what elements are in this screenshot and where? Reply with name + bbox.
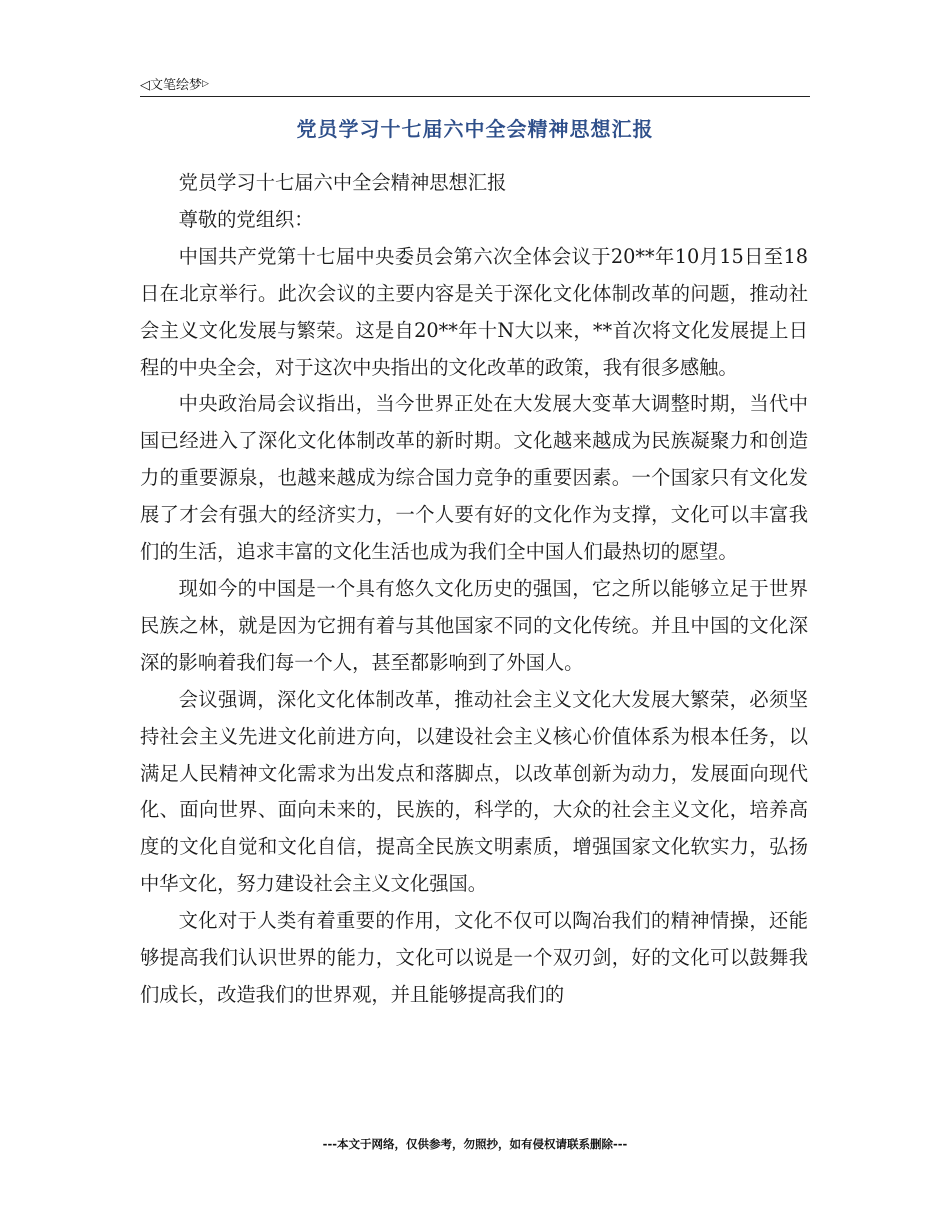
right-triangle-icon: ▷: [202, 79, 209, 89]
brand-name: 文笔绘梦: [150, 78, 203, 93]
paragraph: 会议强调，深化文化体制改革，推动社会主义文化大发展大繁荣，必须坚持社会主义先进文化前进方向，以建设社会主义核心价值体系为根本任务，以满足人民精神文化需求为出发点和落脚点，以改革创新为动力，发展面向现代化、面向世界、面向未来的，民族的，科学的，大众的社会主义文化，培养高度的文化自觉和文化自信，提高全民族文明素质，增强国家文化软实力，弘扬中华文化，努力建设社会主义文化强国。: [140, 687, 808, 896]
paragraph: 现如今的中国是一个具有悠久文化历史的强国，它之所以能够立足于世界民族之林，就是因为它拥有着与其他国家不同的文化传统。并且中国的文化深深的影响着我们每一个人，甚至都影响到了外国人。: [140, 576, 808, 674]
paragraph-subtitle: 党员学习十七届六中全会精神思想汇报: [178, 171, 507, 194]
left-triangle-icon: ◁: [140, 78, 150, 93]
paragraph: 中央政治局会议指出，当今世界正处在大发展大变革大调整时期，当代中国已经进入了深化文化体制改革的新时期。文化越来越成为民族凝聚力和创造力的重要源泉，也越来越成为综合国力竞争的重要因素。一个国家只有文化发展了才会有强大的经济实力，一个人要有好的文化作为支撑，文化可以丰富我们的生活，追求丰富的文化生活也成为我们全中国人们最热切的愿望。: [140, 392, 808, 564]
document-title: 党员学习十七届六中全会精神思想汇报: [296, 117, 654, 141]
brand-logo: [140, 74, 209, 93]
paragraph-salutation: 尊敬的党组织：: [178, 207, 314, 231]
document-body: [140, 165, 808, 1014]
paragraph: 文化对于人类有着重要的作用，文化不仅可以陶冶我们的精神情操，还能够提高我们认识世界的能力，文化可以说是一个双刃剑，好的文化可以鼓舞我们成长，改造我们的世界观，并且能够提高我们的: [140, 909, 808, 1006]
page-header: [140, 72, 810, 97]
paragraph: 中国共产党第十七届中央委员会第六次全体会议于20**年10月15日至18日在北京举行。此次会议的主要内容是关于深化文化体制改革的问题，推动社会主义文化发展与繁荣。这是自20**年十N大以来，**首次将文化发展提上日程的中央全会，对于这次中央指出的文化改革的政策，我有很多感触。: [140, 244, 808, 379]
footer-disclaimer: ---本文于网络，仅供参考，勿照抄，如有侵权请联系删除---: [322, 1137, 628, 1151]
